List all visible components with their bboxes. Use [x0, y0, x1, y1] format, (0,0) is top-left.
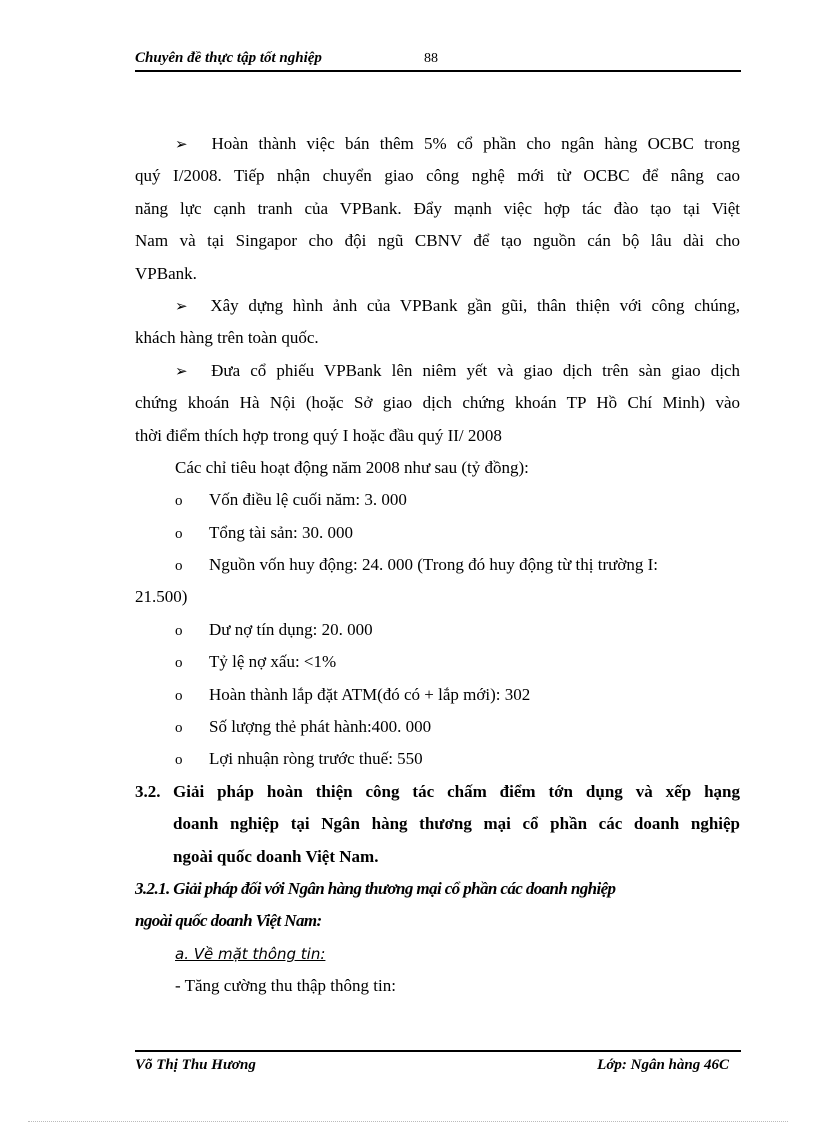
document-body	[135, 128, 740, 1003]
section-heading-line: doanh nghiệp tại Ngân hàng thương mại cổ phần các doanh nghiệp	[173, 814, 740, 834]
bullet-paragraph-1: ➢ Hoàn thành việc bán thêm 5% cổ phần cho ngân hàng OCBC trong	[135, 128, 740, 160]
text-line: quý I/2008. Tiếp nhận chuyển giao công nghệ mới từ OCBC để nâng cao	[135, 166, 740, 186]
circle-bullet-icon: o	[175, 525, 183, 542]
list-item: o Hoàn thành lắp đặt ATM(đó có + lắp mới): 302	[135, 679, 740, 711]
dash-item: - Tăng cường thu thập thông tin:	[175, 976, 396, 996]
circle-bullet-icon: o	[175, 493, 183, 510]
document-title: Chuyên đề thực tập tốt nghiệp	[135, 50, 322, 66]
circle-bullet-icon: o	[175, 687, 183, 704]
targets-intro: Các chỉ tiêu hoạt động năm 2008 như sau (tỷ đồng):	[175, 457, 529, 477]
list-item: o Lợi nhuận ròng trước thuế: 550	[135, 743, 740, 775]
item-heading-a: a. Về mặt thông tin:	[175, 944, 326, 963]
text-line: thời điểm thích hợp trong quý I hoặc đầu quý II/ 2008	[135, 425, 502, 445]
circle-bullet-icon: o	[175, 655, 183, 672]
list-item: o Dư nợ tín dụng: 20. 000	[135, 614, 740, 646]
text-line: Nam và tại Singapor cho đội ngũ CBNV để tạo nguồn cán bộ lâu dài cho	[135, 231, 740, 251]
list-item: o Tổng tài sản: 30. 000	[135, 517, 740, 549]
class-label: Lớp: Ngân hàng 46C	[597, 1057, 729, 1073]
arrow-bullet-icon: ➢	[175, 137, 188, 153]
text-line: năng lực cạnh tranh của VPBank. Đẩy mạnh việc hợp tác đào tạo tại Việt	[135, 198, 740, 218]
page-footer	[135, 1050, 741, 1077]
text-line: khách hàng trên toàn quốc.	[135, 328, 319, 348]
arrow-bullet-icon: ➢	[175, 363, 188, 380]
section-number: 3.2.	[135, 781, 161, 801]
list-item: o Tỷ lệ nợ xấu: <1%	[135, 646, 740, 678]
text-line: 21.500)	[135, 587, 188, 607]
text-line: chứng khoán Hà Nội (hoặc Sở giao dịch chứng khoán TP Hồ Chí Minh) vào	[135, 393, 740, 413]
list-item: o Nguồn vốn huy động: 24. 000 (Trong đó huy động từ thị trường I:	[135, 549, 740, 581]
circle-bullet-icon: o	[175, 558, 183, 575]
section-heading-line: ngoài quốc doanh Việt Nam.	[173, 846, 379, 866]
list-item: o Số lượng thẻ phát hành:400. 000	[135, 711, 740, 743]
bullet-paragraph-2: ➢ Xây dựng hình ảnh của VPBank gần gũi, thân thiện với công chúng,	[135, 290, 740, 322]
section-heading-3-2: 3.2. Giải pháp hoàn thiện công tác chấm điểm tớn dụng và xếp hạng	[135, 776, 740, 808]
page-header	[135, 48, 741, 72]
author-name: Võ Thị Thu Hương	[135, 1057, 256, 1073]
page-edge-divider	[28, 1121, 788, 1122]
arrow-bullet-icon: ➢	[175, 298, 188, 315]
text-line: VPBank.	[135, 263, 197, 283]
list-item: o Vốn điều lệ cuối năm: 3. 000	[135, 484, 740, 516]
subsection-heading-3-2-1: 3.2.1. Giải pháp đối với Ngân hàng thương mại cổ phần các doanh nghiệp	[135, 878, 616, 898]
circle-bullet-icon: o	[175, 752, 183, 769]
circle-bullet-icon: o	[175, 720, 183, 737]
subsection-heading-line: ngoài quốc doanh Việt Nam:	[135, 911, 322, 931]
bullet-paragraph-3: ➢ Đưa cổ phiếu VPBank lên niêm yết và giao dịch trên sàn giao dịch	[135, 355, 740, 387]
page-number: 88	[424, 51, 438, 66]
circle-bullet-icon: o	[175, 622, 183, 639]
